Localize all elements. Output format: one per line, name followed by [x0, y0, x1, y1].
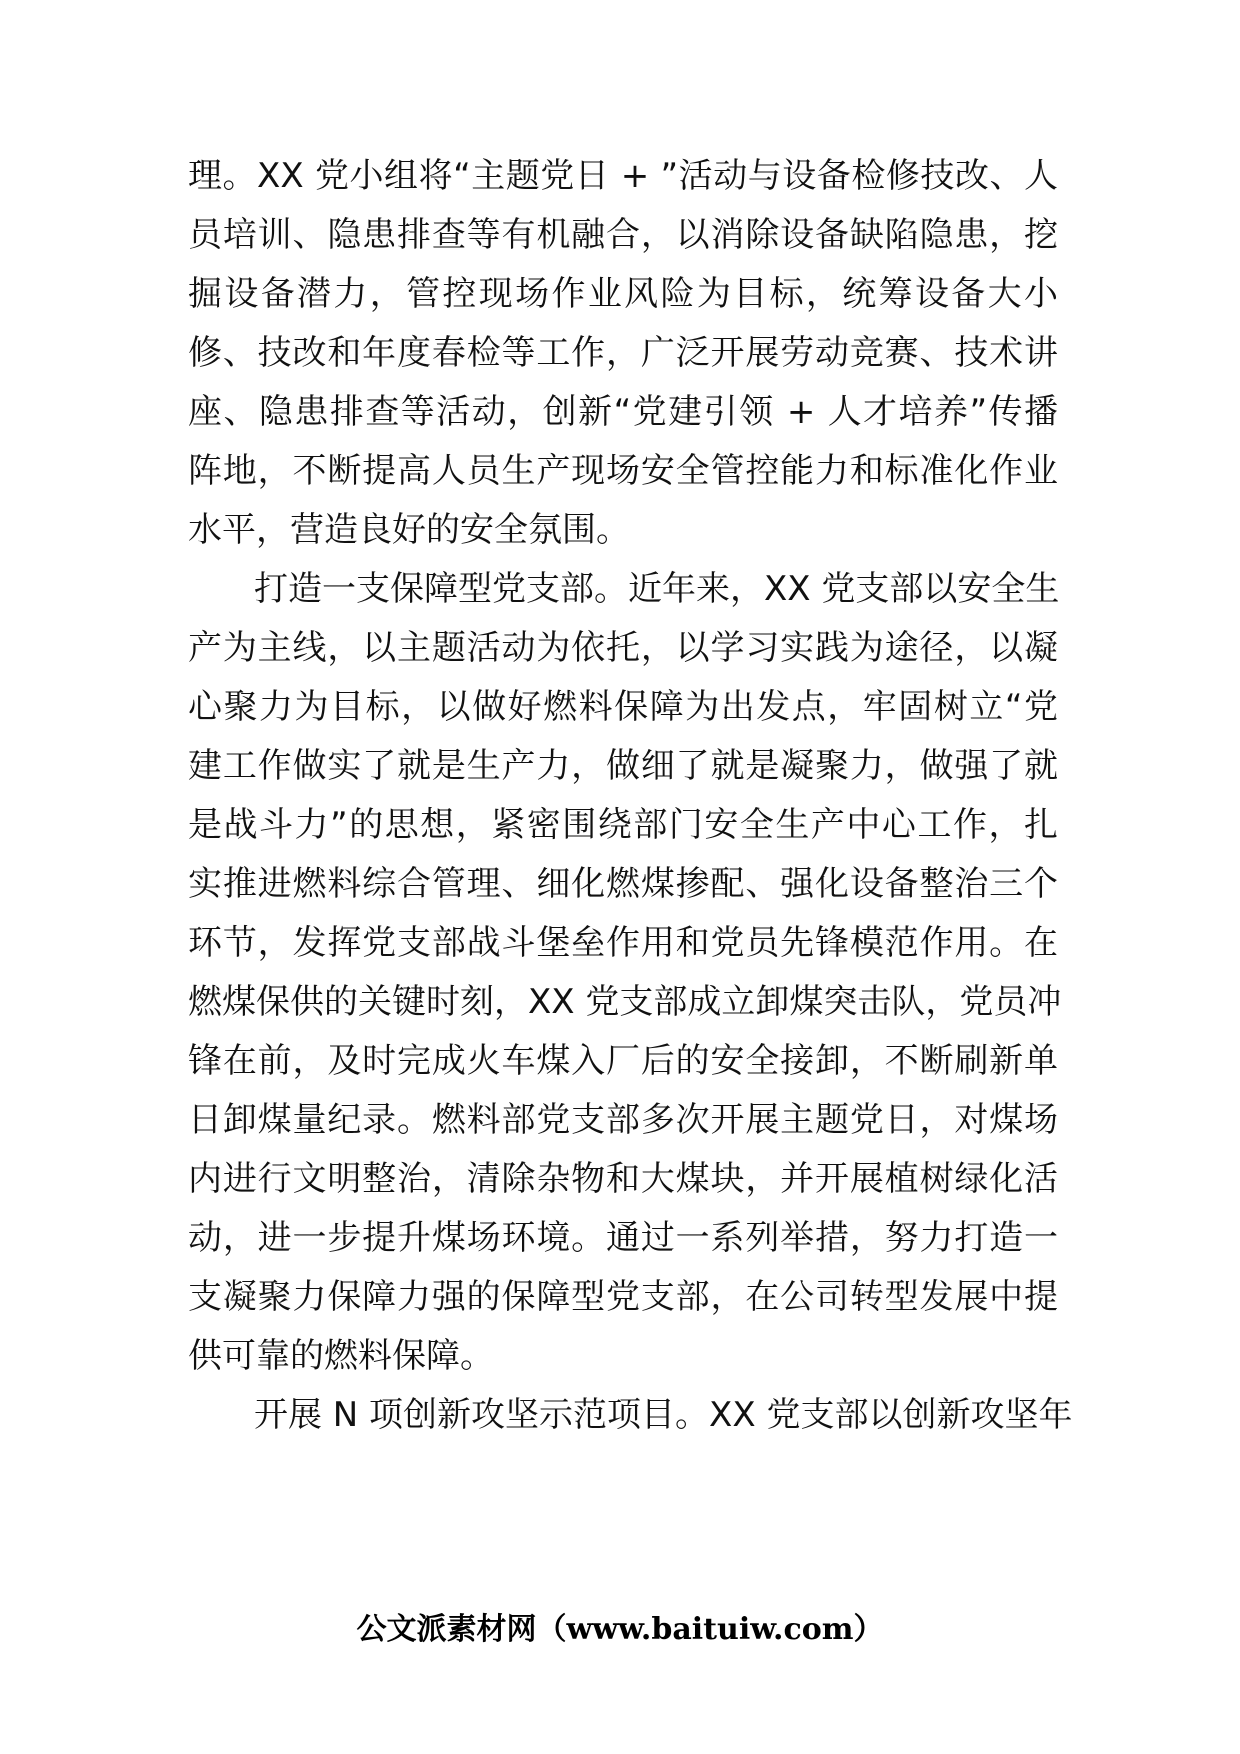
- text-line: 掘设备潜力，管控现场作业风险为目标，统筹设备大小: [188, 274, 1058, 314]
- text-line: 建工作做实了就是生产力，做细了就是凝聚力，做强了就: [188, 746, 1058, 786]
- text-line: 理。XX 党小组将“主题党日 + ”活动与设备检修技改、人: [188, 156, 1058, 196]
- text-line: 实推进燃料综合管理、细化燃煤掺配、强化设备整治三个: [188, 864, 1058, 904]
- text-line: 供可靠的燃料保障。: [188, 1336, 494, 1376]
- text-line: 是战斗力”的思想，紧密围绕部门安全生产中心工作，扎: [188, 805, 1058, 845]
- text-line: 支凝聚力保障力强的保障型党支部，在公司转型发展中提: [188, 1277, 1058, 1317]
- text-line: 产为主线，以主题活动为依托，以学习实践为途径，以凝: [188, 628, 1058, 668]
- text-line: 阵地，不断提高人员生产现场安全管控能力和标准化作业: [188, 451, 1058, 491]
- text-line: 燃煤保供的关键时刻，XX 党支部成立卸煤突击队，党员冲: [188, 982, 1062, 1022]
- text-line: 修、技改和年度春检等工作，广泛开展劳动竞赛、技术讲: [188, 333, 1058, 373]
- text-line: 动，进一步提升煤场环境。通过一系列举措，努力打造一: [188, 1218, 1058, 1258]
- paragraph-heading-line: 开展 N 项创新攻坚示范项目。XX 党支部以创新攻坚年: [254, 1395, 1073, 1435]
- paragraph-heading-line: 打造一支保障型党支部。近年来，XX 党支部以安全生: [254, 569, 1060, 609]
- text-line: 环节，发挥党支部战斗堡垒作用和党员先锋模范作用。在: [188, 923, 1058, 963]
- text-line: 座、隐患排查等活动，创新“党建引领 + 人才培养”传播: [188, 392, 1058, 432]
- text-line: 日卸煤量纪录。燃料部党支部多次开展主题党日，对煤场: [188, 1100, 1058, 1140]
- text-line: 内进行文明整治，清除杂物和大煤块，并开展植树绿化活: [188, 1159, 1058, 1199]
- text-line: 锋在前，及时完成火车煤入厂后的安全接卸，不断刷新单: [188, 1041, 1058, 1081]
- footer-watermark: 公文派素材网（www.baituiw.com）: [356, 1612, 884, 1647]
- text-line: 员培训、隐患排查等有机融合，以消除设备缺陷隐患，挖: [188, 215, 1058, 255]
- text-line: 心聚力为目标，以做好燃料保障为出发点，牢固树立“党: [188, 687, 1058, 727]
- text-line: 水平，营造良好的安全氛围。: [188, 510, 630, 550]
